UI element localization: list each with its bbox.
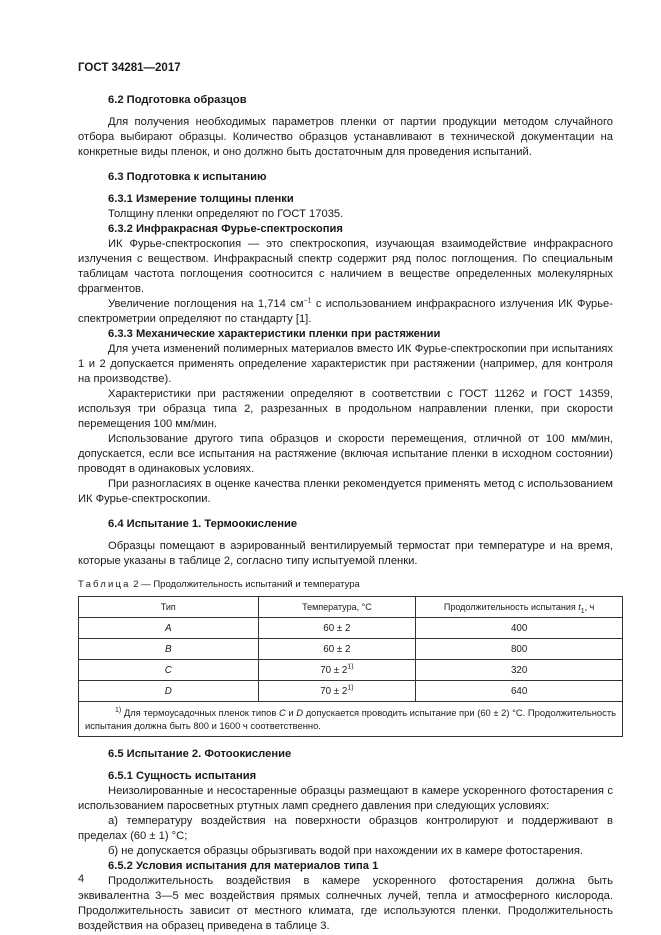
section-6-3-3-paragraph-a: Для учета изменений полимерных материалов вместо ИК Фурье-спектроскопии при испытаниях 1 и 2 допускается применять определение характеристик при растяжении (например, для контроля на производстве). <box>78 343 613 385</box>
page-number: 4 <box>78 873 85 885</box>
unit-exponent: −1 <box>303 297 312 305</box>
section-6-5-heading: 6.5 Испытание 2. Фотоокисление <box>108 748 292 760</box>
cell-type: B <box>79 639 259 660</box>
section-6-5-1-paragraph-a: Неизолированные и несостаренные образцы размещают в камере ускоренного фотостарения с использованием паросветных ртутных ламп среднего давления при следующих условиях: <box>78 785 613 812</box>
page-content <box>78 93 617 934</box>
section-6-5-2-paragraph: Продолжительность воздействия в камере ускоренного фотостарения должна быть эквивалентна 3—5 мес воздействия прямых солнечных лучей, тепла и атмосферного кислорода. Продолжительность зависит от местного климата, где используются пленки. Продолжительность воздействия на образец приведена в таблице 3. <box>78 875 613 932</box>
section-6-3-3-paragraph-c: Использование другого типа образцов и скорости перемещения, отличной от 100 мм/мин, допускается, если все испытания на растяжение (включая испытание пленки в исходном состоянии) проводят в одинаковых условиях. <box>78 433 613 475</box>
cell-type: D <box>79 681 259 702</box>
cell-duration: 640 <box>416 681 623 702</box>
section-6-3-2-paragraph-b <box>78 297 613 327</box>
header-variable: t <box>578 601 581 612</box>
cell-temperature <box>258 681 416 702</box>
footnote-ref: 1) <box>347 684 354 692</box>
footnote-text: Для термоусадочных пленок типов <box>121 707 279 718</box>
header-text: Продолжительность испытания <box>443 601 579 612</box>
table-row <box>79 639 623 660</box>
cell-temperature <box>258 618 416 639</box>
cell-duration: 320 <box>416 660 623 681</box>
section-6-5-1-item-a: а) температуру воздействия на поверхности образцов контролируют и поддерживают в пределах (60 ± 1) °С; <box>78 815 613 842</box>
column-header-type: Тип <box>79 597 259 618</box>
footnote-ref: 1) <box>347 663 354 671</box>
section-6-3-3-paragraph-d: При разногласиях в оценке качества пленки рекомендуется применять метод с использованием ИК Фурье-спектроскопии. <box>78 478 613 505</box>
section-6-4-paragraph: Образцы помещают в аэрированный вентилируемый термостат при температуре и на время, которые указаны в таблице 2, согласно типу испытуемой пленки. <box>78 540 613 567</box>
section-6-3-1-heading: 6.3.1 Измерение толщины пленки <box>108 193 294 205</box>
footnote-type-c: С <box>278 707 286 718</box>
table-footnote <box>79 702 623 737</box>
temperature-value: 60 ± 2 <box>323 643 351 655</box>
table-row <box>79 618 623 639</box>
footnote-mark: 1) <box>115 706 122 714</box>
column-header-temperature: Температура, °С <box>258 597 416 618</box>
section-6-3-3-heading: 6.3.3 Механические характеристики пленки при растяжении <box>108 328 441 340</box>
section-6-3-3-paragraph-b: Характеристики при растяжении определяют в соответствии с ГОСТ 11262 и ГОСТ 14359, используя три образца типа 2, разрезанных в продольном направлении пленки, при скорости перемещения 100 мм/мин. <box>78 388 613 430</box>
cell-temperature <box>258 639 416 660</box>
table-footnote-row <box>79 702 623 737</box>
table-2 <box>78 596 623 737</box>
temperature-value: 70 ± 2 <box>320 685 348 697</box>
cell-duration: 400 <box>416 618 623 639</box>
section-6-3-1-paragraph: Толщину пленки определяют по ГОСТ 17035. <box>108 208 344 220</box>
footnote-type-d: D <box>296 707 304 718</box>
paragraph-text: с использованием инфракрасного излучения ИК Фурье-спектрометрии определяют по стандарту [1]. <box>78 298 613 325</box>
section-6-5-1-heading: 6.5.1 Сущность испытания <box>108 770 257 782</box>
document-code: ГОСТ 34281—2017 <box>78 62 181 74</box>
cell-temperature <box>258 660 416 681</box>
table-2-caption <box>78 577 613 592</box>
caption-text: 2 — Продолжительность испытаний и температура <box>130 579 360 590</box>
section-6-2-heading: 6.2 Подготовка образцов <box>108 94 247 106</box>
caption-label: Таблица <box>78 579 131 590</box>
table-row <box>79 660 623 681</box>
paragraph-text: Увеличение поглощения на 1,714 см <box>108 298 304 310</box>
section-6-2-paragraph: Для получения необходимых параметров пленки от партии продукции методом случайного отбора выбирают образцы. Количество образцов устанавливают в технической документации на конкретные виды пленок, и оно должно быть достаточным для проведения испытаний. <box>78 116 613 158</box>
section-6-5-1-item-b: б) не допускается образцы обрызгивать водой при нахождении их в камере фотостарения. <box>108 845 584 857</box>
temperature-value: 60 ± 2 <box>323 622 351 634</box>
section-6-4-heading: 6.4 Испытание 1. Термоокисление <box>108 518 298 530</box>
section-6-5-2-heading: 6.5.2 Условия испытания для материалов типа 1 <box>108 860 379 872</box>
cell-duration: 800 <box>416 639 623 660</box>
table-header-row <box>79 597 623 618</box>
section-6-3-2-paragraph-a: ИК Фурье-спектроскопия — это спектроскопия, изучающая взаимодействие инфракрасного излучения с веществом. Инфракрасный спектр содержит ряд полос поглощения. По специальным таблицам частота поглощения соотносится с наличием в веществе определенных молекулярных фрагментов. <box>78 238 613 295</box>
cell-type: C <box>79 660 259 681</box>
temperature-value: 70 ± 2 <box>320 664 348 676</box>
footnote-text: и <box>285 707 297 718</box>
header-subscript: 1 <box>580 607 585 615</box>
column-header-duration <box>416 597 623 618</box>
section-6-3-2-heading: 6.3.2 Инфракрасная Фурье-спектроскопия <box>108 223 343 235</box>
cell-type: A <box>79 618 259 639</box>
footnote-text: допускается проводить испытание при (60 ± 2) °С. Продолжительность испытания должна быть 800 и 1600 ч соответственно. <box>85 707 617 731</box>
header-unit: , ч <box>584 601 595 612</box>
section-6-3-heading: 6.3 Подготовка к испытанию <box>108 171 267 183</box>
table-row <box>79 681 623 702</box>
